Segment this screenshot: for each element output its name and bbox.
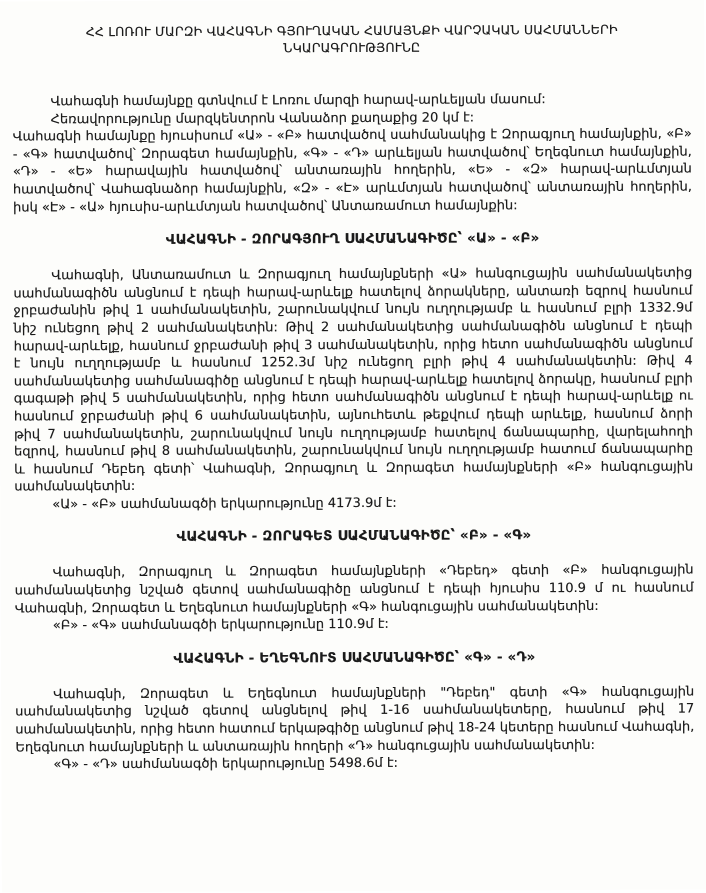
section-length-vahagni-zoraget: «Բ» - «Գ» սահմանագծի երկարությունը 110.9մ է: [52, 617, 389, 634]
section-length-vahagni-yeghegnut: «Գ» - «Դ» սահմանագծի երկարությունը 5498.6մ է: [53, 756, 398, 773]
section-body-vahagni-zoragyugh: Վահագնի, Անտառամուտ և Զորագյուղ համայնքների «Ա» հանգուցային սահմանակետից սահմանագիծն անցնում է դեպի հարավ-արևելք հատելով ձորակները, անտառի եզրով հասնում ջրբաժանին թիվ 1 սահմանակետին, շարունակվում նույն ուղղությամբ և հասնում բլրի 1332.9մ նիշ ունեցող թիվ 2 սահմանակետին: Թիվ 2 սահմանակետից սահմանագիծն անցնում է դեպի հարավ-արևելք, հասնում ջրբաժանի թիվ 3 սահմանակետին, որից հետո սահմանագիծն անցնում է նույն ուղղությամբ և հասնում 1252.3մ նիշ ունեցող բլրի թիվ 4 սահմանակետին: Թիվ 4 սահմանակետից սահմանագիծը անցնում է դեպի հարավ-արևելք հատելով ձորակը, հասնում բլրի գագաթի թիվ 5 սահմանակետին, որից հետո սահմանագիծն անցնում է դեպի հարավ-արևելք ու հասնում ջրբաժանի թիվ 6 սահմանակետին, այնուհետև թեքվում դեպի արևելք, հասնում ձորի թիվ 7 սահմանակետին, շարունակվում նույն ուղղությամբ հատելով ճանապարհը, վարելահողի եզրով, հասնում թիվ 8 սահմանակետին, շարունակվում նույն ուղղությամբ հատում ճանապարհը և հասնում Դեբեդ գետի՝ Վահագնի, Զորագյուղ և Զորագետ համայնքների «Բ» հանգուցային սահմանակետին: [13, 265, 694, 495]
section-length-vahagni-zoragyugh: «Ա» - «Բ» սահմանագծի երկարությունը 4173.9մ է: [52, 495, 397, 513]
intro-paragraph-location: Վահագնի համայնքը գտնվում է Լոռու մարզի հարավ-արևելյան մասում: [50, 92, 546, 110]
section-heading-vahagni-zoraget: ՎԱՀԱԳՆԻ - ԶՈՐԱԳԵՏ ՍԱՀՄԱՆԱԳԻԾԸ՝ «Բ» - «Գ» [176, 527, 532, 546]
section-heading-vahagni-yeghegnut: ՎԱՀԱԳՆԻ - ԵՂԵԳՆՈՒՏ ՍԱՀՄԱՆԱԳԻԾԸ՝ «Գ» - «Դ» [173, 649, 536, 667]
intro-paragraph-borders: Վահագնի համայնքը հյուսիսում «Ա» - «Բ» հատվածով սահմանակից է Զորագյուղ համայնքին, «Բ» - «Գ» հատվածով՝ Զորագետ համայնքին, «Գ» - «Դ» արևելյան հատվածով՝ Եղեգնուտ համայնքին, «Դ» - «Ե» հարավային հատվածով՝ անտառային հողերին, «Ե» - «Զ» հարավ-արևմտյան հատվածով՝ Վահագնաձոր համայնքին, «Զ» - «Է» արևմտյան հատվածով՝ անտառային հողերին, իսկ «Է» - «Ա» հյուսիս-արևմտյան հատվածով՝ Անտառամուտ համայնքին: [12, 126, 692, 216]
document-title-line1: ՀՀ ԼՈՌՈՒ ՄԱՐԶԻ ՎԱՀԱԳՆԻ ԳՅՈՒՂԱԿԱՆ ՀԱՄԱՅՆՔԻ ՎԱՐՉԱԿԱՆ ՍԱՀՄԱՆՆԵՐԻ [85, 21, 618, 40]
section-heading-vahagni-zoragyugh: ՎԱՀԱԳՆԻ - ԶՈՐԱԳՅՈՒՂ ՍԱՀՄԱՆԱԳԻԾԸ՝ «Ա» - «Բ» [165, 230, 540, 248]
document-title-line2: ՆԿԱՐԱԳՐՈՒԹՅՈՒՆԸ [283, 39, 421, 56]
section-body-vahagni-yeghegnut: Վահագնի, Զորագետ և Եղեգնուտ համայնքների "Դեբեդ" գետի «Գ» հանգուցային սահմանակետից նշված գետով անցնելով թիվ 1-16 սահմանակետերը, հասնում թիվ 17 սահմանակետին, որից հետո հատում երկաթգիծը անցնում թիվ 18-24 կետերը հասնում Վահագնի, Եղեգնուտ համայնքների և անտառային հողերի «Դ» հանգուցային սահմանակետին: [15, 684, 695, 756]
section-body-vahagni-zoraget: Վահագնի, Զորագյուղ և Զորագետ համայնքների «Դեբեդ» գետի «Բ» հանգուցային սահմանակետից նշված գետով սահմանագիծը անցնում է դեպի հյուսիս 110.9 մ ու հասնում Վահագնի, Զորագետ և Եղեգնուտ համայնքների «Գ» հանգուցային սահմանակետին: [14, 562, 694, 617]
document-title [46, 21, 657, 58]
intro-paragraph-distance: Հեռավորությունը մարզկենտրոն Վանաձոր քաղաքից 20 կմ է: [50, 110, 475, 127]
